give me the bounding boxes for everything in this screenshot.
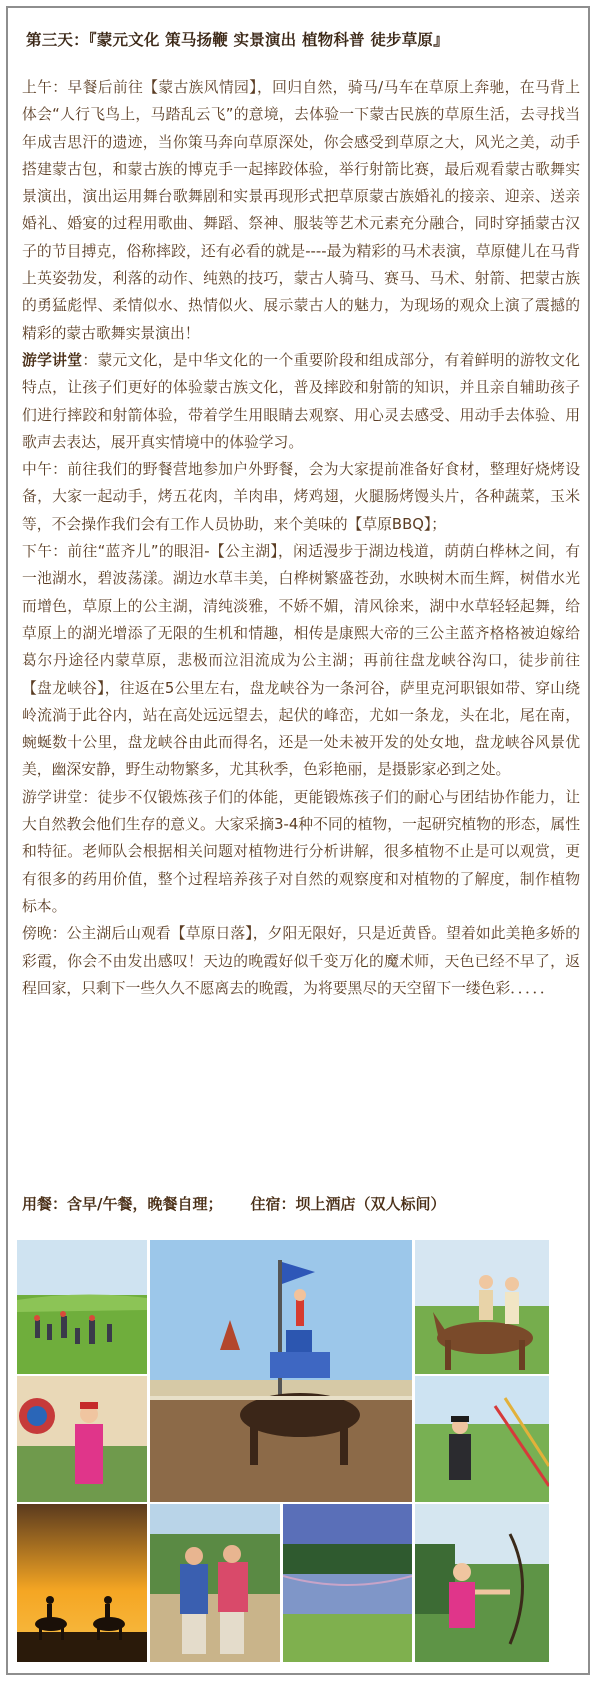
horseback-acrobatics-show-icon (150, 1240, 412, 1502)
lodging-info: 住宿：坝上酒店（双人标间） (250, 1195, 446, 1213)
photo-archery-woman (415, 1504, 549, 1662)
woman-in-mongolian-costume-icon (17, 1376, 147, 1502)
woman-archery-icon (415, 1504, 549, 1662)
lecture1-label: 游学讲堂 (22, 351, 83, 369)
photo-gallery (17, 1240, 583, 1662)
photo-mongolian-costume (17, 1376, 147, 1502)
sunset-horse-silhouettes-icon (17, 1504, 147, 1662)
photo-wrestling (150, 1504, 280, 1662)
lecture1-paragraph (22, 347, 580, 456)
meals-info: 用餐：含早/午餐，晚餐自理； (22, 1195, 223, 1213)
lecture2-paragraph: 游学讲堂：徒步不仅锻炼孩子们的体能，更能锻炼孩子们的耐心与团结协作能力，让大自然教会他们生存的意义。大家采摘3-4种不同的植物，一起研究植物的形态，属性和特征。老师队会根据相关问题对植物进行分析讲解，很多植物不止是可以观赏，更有很多的药用价值，整个过程培养孩子对自然的观察度和对植物的了解度，制作植物标本。 (22, 788, 580, 915)
morning-paragraph: 上午：早餐后前往【蒙古族风情园】，回归自然，骑马/马车在草原上奔驰，在马背上体会“人行飞鸟上，马踏乱云飞”的意境，去体验一下蒙古民族的草原生活，去寻找当年成吉思汗的遗迹，当你策马奔向草原深处，你会感受到草原之大，风光之美，动手搭建蒙古包，和蒙古族的博克手一起摔跤体验，举行射箭比赛，最后观看蒙古歌舞实景演出，演出运用舞台歌舞剧和实景再现形式把草原蒙古族婚礼的接亲、迎亲、送亲婚礼、婚宴的过程用歌曲、舞蹈、祭神、服装等艺术元素充分融合，同时穿插蒙古汉子的节目搏克，俗称摔跤，还有必看的就是----最为精彩的马术表演，草原健儿在马背上英姿勃发，利落的动作、纯熟的技巧，蒙古人骑马、赛马、马术、射箭、把蒙古族的勇猛彪悍、柔情似水、热情似火、展示蒙古人的魅力，为现场的观众上演了震撼的精彩的蒙古歌舞实景演出！ (22, 79, 580, 342)
photo-horse-acrobatics (150, 1240, 412, 1502)
photo-sunset-riders (17, 1504, 147, 1662)
afternoon-paragraph: 下午：前往“蓝齐儿”的眼泪-【公主湖】，闲适漫步于湖边栈道，荫荫白桦林之间，有一池湖水，碧波荡漾。湖边水草丰美，白桦树繁盛苍劲，水映树木而生辉，树借水光而增色，草原上的公主湖，清纯淡雅，不娇不媚，清风徐来，湖中水草轻轻起舞，给草原上的湖光增添了无限的生机和情趣，相传是康熙大帝的三公主蓝齐格格被迫嫁给葛尔丹途径内蒙草原，悲极而泣泪流成为公主湖；再前往盘龙峡谷沟口，徒步前往【盘龙峡谷】，往返在5公里左右，盘龙峡谷为一条河谷，萨里克河职银如带、穿山绕岭流淌于此谷内，站在高处远远望去，起伏的峰峦，尤如一条龙，头在北，尾在南，蜿蜒数十公里，盘龙峡谷由此而得名，还是一处未被开发的处女地，盘龙峡谷风景优美，幽深安静，野生动物繁多，尤其秋季，色彩艳丽，是摄影家必到之处。 (22, 543, 580, 779)
riders-on-horse-icon (415, 1240, 549, 1374)
hikers-on-grassland-icon (17, 1240, 147, 1374)
itinerary-body (22, 74, 580, 1002)
meals-lodging-line (22, 1193, 580, 1214)
photo-riders-on-horse (415, 1240, 549, 1374)
child-archery-practice-icon (415, 1376, 549, 1502)
noon-paragraph: 中午：前往我们的野餐营地参加户外野餐，会为大家提前准备好食材，整理好烧烤设备，大家一起动手，烤五花肉，羊肉串，烤鸡翅，火腿肠烤馒头片，各种蔬菜，玉米等，不会操作我们会有工作人员协助，来个美味的【草原BBQ】； (22, 461, 580, 533)
photo-hikers-grassland (17, 1240, 147, 1374)
photo-princess-lake (283, 1504, 412, 1662)
princess-lake-reflection-icon (283, 1504, 412, 1662)
evening-paragraph: 傍晚：公主湖后山观看【草原日落】，夕阳无限好，只是近黄昏。望着如此美艳多娇的彩霞，你会不由发出感叹！天边的晚霞好似千变万化的魔术师，天色已经不早了，返程回家，只剩下一些久久不愿离去的晚霞，为将要黑尽的天空留下一缕色彩．．．．． (22, 925, 580, 997)
lecture1-text: ：蒙元文化，是中华文化的一个重要阶段和组成部分，有着鲜明的游牧文化特点，让孩子们更好的体验蒙古族文化，普及摔跤和射箭的知识，并且亲自辅助孩子们进行摔跤和射箭体验，带着学生用眼睛去观察、用心灵去感受、用动手去体验、用歌声去表达，展开真实情境中的体验学习。 (22, 351, 580, 451)
page-title: 第三天：『蒙元文化 策马扬鞭 实景演出 植物科普 徒步草原』 (26, 31, 449, 49)
mongolian-wrestling-icon (150, 1504, 280, 1662)
photo-archery-child (415, 1376, 549, 1502)
